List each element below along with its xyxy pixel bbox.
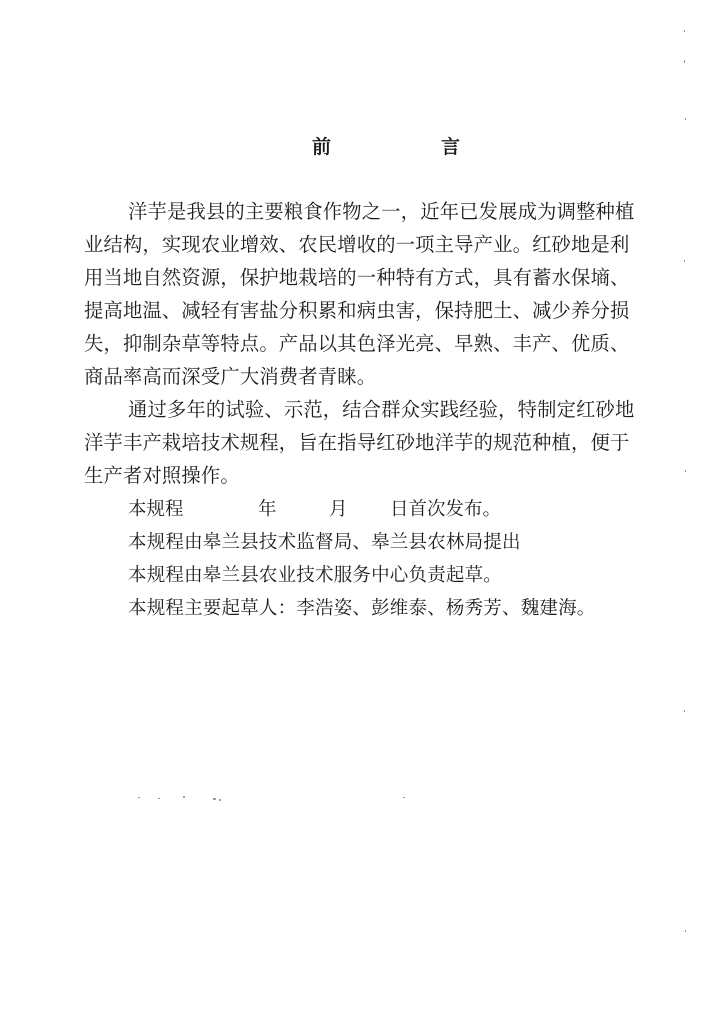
release-prefix: 本规程	[128, 499, 184, 520]
scan-speck	[219, 799, 221, 801]
release-year-unit: 年	[258, 499, 277, 520]
paragraph-1-line: 提高地温、减轻有害盐分积累和病虫害，保持肥土、减少养分损	[84, 299, 630, 322]
title-char-2: 言	[441, 136, 462, 158]
publication-info	[128, 493, 668, 625]
paragraph-2-line: 通过多年的试验、示范，结合群众实践经验，特制定红砂地	[128, 398, 635, 421]
paragraph-1-line: 失，抑制杂草等特点。产品以其色泽光亮、早熟、丰产、优质、	[84, 332, 630, 355]
release-month-unit: 月	[329, 499, 348, 520]
scan-speck	[684, 260, 685, 262]
paragraph-1-line: 洋芋是我县的主要粮食作物之一，近年已发展成为调整种植	[128, 200, 635, 223]
scan-speck	[213, 798, 216, 800]
scan-speck	[684, 710, 685, 712]
release-suffix: 日首次发布。	[390, 499, 502, 520]
scan-speck	[138, 797, 140, 798]
page-title	[0, 132, 725, 162]
scan-speck	[684, 30, 685, 32]
scan-speck	[403, 797, 405, 798]
scan-speck	[685, 930, 686, 932]
paragraph-2	[84, 393, 664, 492]
scan-speck	[685, 118, 686, 120]
paragraph-1-line: 商品率高而深受广大消费者青睐。	[84, 365, 377, 388]
paragraph-1-line: 用当地自然资源，保护地栽培的一种特有方式，具有蓄水保墒、	[84, 266, 630, 289]
paragraph-1-line: 业结构，实现农业增效、农民增收的一项主导产业。红砂地是利	[84, 233, 630, 256]
paragraph-1	[84, 195, 664, 393]
title-char-1: 前	[312, 136, 333, 158]
scan-speck	[684, 60, 685, 63]
proposed-by-line: 本规程由皋兰县技术监督局、皋兰县农林局提出	[128, 532, 521, 553]
paragraph-2-line: 洋芋丰产栽培技术规程，旨在指导红砂地洋芋的规范种植，便于	[84, 431, 630, 454]
drafted-by-line: 本规程由皋兰县农业技术服务中心负责起草。	[128, 565, 503, 586]
authors-line: 本规程主要起草人：李浩姿、彭维泰、杨秀芳、魏建海。	[128, 598, 596, 619]
scan-speck	[685, 470, 686, 472]
preface-body	[84, 195, 664, 492]
scan-speck	[183, 796, 185, 798]
paragraph-2-line: 生产者对照操作。	[84, 464, 240, 487]
scan-speck	[158, 798, 160, 799]
release-date-line	[128, 493, 668, 526]
